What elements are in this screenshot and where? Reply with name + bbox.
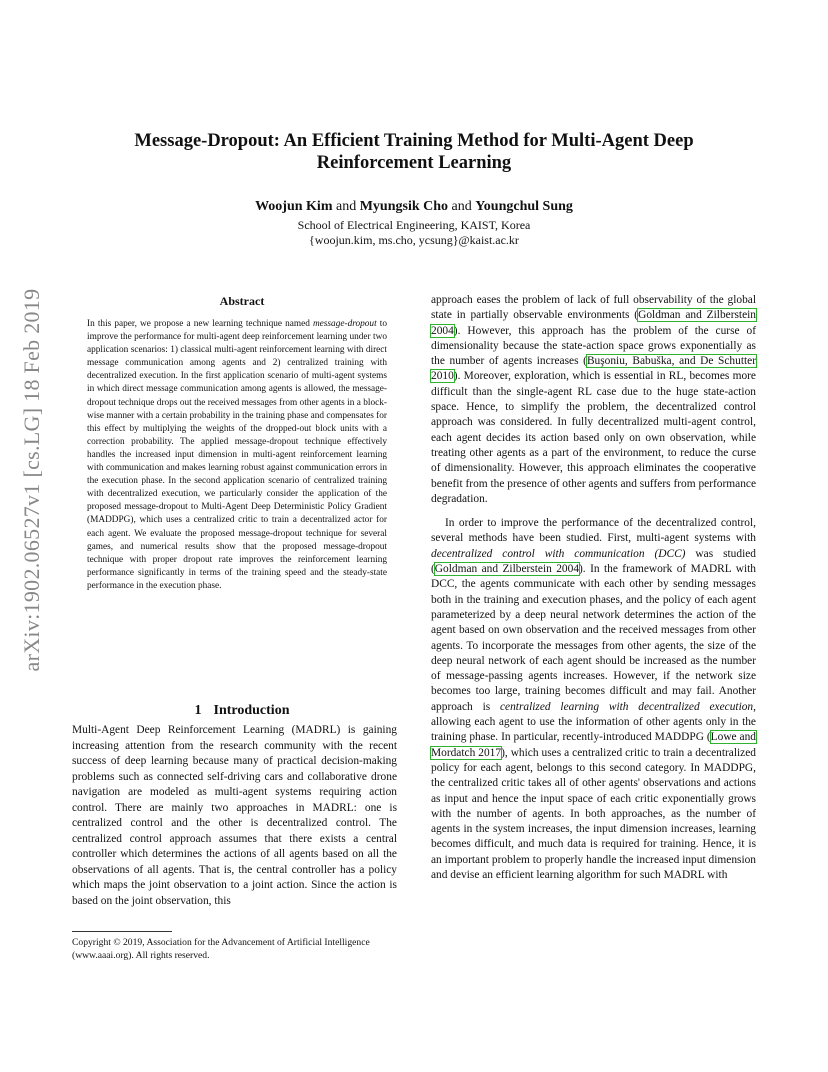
body-paragraph xyxy=(431,293,756,507)
section-title: Introduction xyxy=(213,703,290,718)
copyright-footnote xyxy=(72,936,397,962)
body-text: approach eases the problem of lack of full observability of the global state in partially observable environments ( xyxy=(431,294,756,322)
section-heading xyxy=(72,703,412,719)
body-emphasis: decentralized control with communication (DCC) xyxy=(431,547,686,560)
affiliation-block xyxy=(100,218,728,248)
arxiv-sidebar xyxy=(12,280,52,680)
citation-link[interactable]: Goldman and Zilberstein 2004 xyxy=(431,309,757,337)
intro-paragraph: Multi-Agent Deep Reinforcement Learning (MADRL) is gaining increasing attention from the research community with the recent success of deep learning because many of practical decision-making problems such as connected self-driving cars and collaborative drone navigation are modeled as multi-agent systems requiring action control. There are mainly two approaches in MADRL: one is centralized control and the other is decentralized control. The centralized control approach assumes that there exists a central controller which determines the actions of all agents based on all the observations of all agents. That is, the central controller has a policy which maps the joint observation to a joint action. Since the action is based on the joint observation, this xyxy=(72,724,397,907)
author-list xyxy=(100,199,728,215)
author-name: Woojun Kim xyxy=(255,199,333,214)
arxiv-id: arXiv:1902.06527v1 [cs.LG] 18 Feb 2019 xyxy=(19,288,44,672)
affiliation: School of Electrical Engineering, KAIST, Korea xyxy=(297,218,531,232)
body-paragraph xyxy=(431,516,756,883)
body-text: ). In the framework of MADRL with DCC, the agents communicate with each other by sending messages both in the training and execution phases, and the policy of each agent parameterized by a deep neural network determines the action of the agent based on own observation and the received messages from other agents. To incorporate the messages from other agents, the size of the deep neural network of each agent should be increased as the number of message-passing agents increases. However, if the network size becomes too large, training becomes difficult and may fail. Another approach is xyxy=(431,563,756,713)
author-name: Youngchul Sung xyxy=(475,199,573,214)
abstract-text: to improve the performance for multi-agent deep reinforcement learning under two application scenarios: 1) classical multi-agent reinforcement learning with direct message communication among agents and 2) centralized training with decentralized execution. In the first application scenario of multi-agent systems in which direct message communication among agents is allowed, the message-dropout technique drops out the received messages from other agents in a block-wise manner with a certain probability in the training phase and compensates for this effect by multiplying the weights of the dropped-out block units with a correction probability. The applied message-dropout technique effectively handles the increased input dimension in multi-agent reinforcement learning with communication and makes learning robust against communication errors in the execution phase. In the second application scenario of centralized training with decentralized execution, we particularly consider the application of the proposed message-dropout to Multi-Agent Deep Deterministic Policy Gradient (MADDPG), which uses a centralized critic to train a decentralized actor for each agent. We evaluate the proposed message-dropout technique for several games, and numerical results show that the proposed message-dropout technique with proper dropout rate improves the reinforcement learning performance significantly in terms of the training speed and the steady-state performance in the execution phase. xyxy=(87,319,387,591)
body-text: In order to improve the performance of the decentralized control, several methods have been studied. First, multi-agent systems with xyxy=(431,517,756,545)
emails: {woojun.kim, ms.cho, ycsung}@kaist.ac.kr xyxy=(309,233,519,247)
author-separator: and xyxy=(332,199,360,214)
body-text: ). Moreover, exploration, which is essential in RL, becomes more difficult than the single-agent RL case due to the huge state-action space. Hence, to simplify the problem, the decentralized control approach was considered. In fully decentralized multi-agent control, each agent decides its action based only on own observation, while treating other agents as a part of the environment, to reduce the curse of dimensionality. However, this approach eliminates the cooperative benefit from the presence of other agents and suffers from performance degradation. xyxy=(431,370,756,505)
body-text: was studied ( xyxy=(431,547,756,576)
body-emphasis: centralized learning with decentralized execution xyxy=(500,700,754,713)
body-text: , allowing each agent to use the information of other agents only in the training phase. In particular, recently-introduced MADDPG ( xyxy=(431,700,756,744)
copyright-text: 2019, Association for the Advancement of Artificial Intelligence (www.aaai.org). All rights reserved. xyxy=(72,937,370,961)
copyright-prefix: Copyright xyxy=(72,937,114,948)
section-number: 1 xyxy=(194,703,202,718)
body-text: ), which uses a centralized critic to train a decentralized policy for each agent, belongs to this second category. In MADDPG, the centralized critic takes all of other agents' observations and actions as input and hence the input space of each critic exponentially grows with the number of agents. In both approaches, as the number of agents in the system increases, the input dimension increases, learning becomes difficult, and much data is required for training. Hence, it is an important problem to properly handle the increased input dimension and devise an efficient learning algorithm for such MADRL with xyxy=(431,746,756,881)
right-column xyxy=(431,293,756,883)
citation-link[interactable]: Lowe and Mordatch 2017 xyxy=(431,731,756,759)
body-text: ). However, this approach has the problem of the curse of dimensionality because the state-action space grows exponentially as the number of agents increases ( xyxy=(431,324,756,368)
abstract-heading: Abstract xyxy=(219,294,265,308)
author-separator: and xyxy=(448,199,476,214)
author-name: Myungsik Cho xyxy=(359,199,449,214)
abstract-body xyxy=(87,318,387,593)
footnote-rule xyxy=(72,931,172,932)
copyright-symbol: © xyxy=(113,937,121,948)
paper-title: Message-Dropout: An Efficient Training Method for Multi-Agent Deep Reinforcement Learning xyxy=(134,131,694,173)
citation-link[interactable]: Buşoniu, Babuška, and De Schutter 2010 xyxy=(431,355,756,383)
citation-link[interactable]: Goldman and Zilberstein 2004 xyxy=(434,563,580,576)
abstract-text: In this paper, we propose a new learning technique named xyxy=(87,319,313,329)
abstract-emphasis: message-dropout xyxy=(312,319,377,329)
